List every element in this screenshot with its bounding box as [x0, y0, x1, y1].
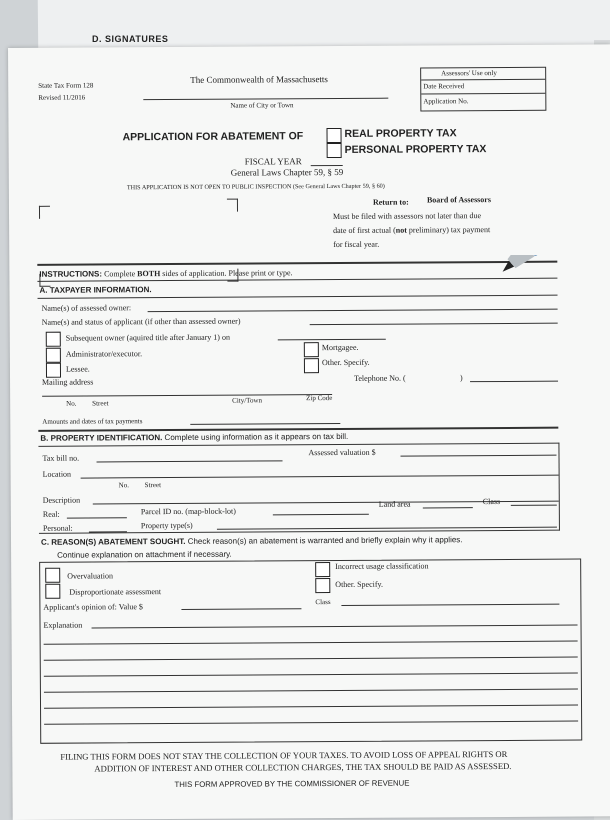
real-property-checkbox[interactable] [326, 128, 341, 143]
window-corner-tr [227, 199, 238, 212]
real-property-label: REAL PROPERTY TAX [344, 127, 457, 140]
incorrect-usage-label: Incorrect usage classification [335, 561, 429, 572]
section-a-title: A. TAXPAYER INFORMATION. [39, 285, 152, 295]
commonwealth-heading: The Commonwealth of Massachusetts [190, 74, 328, 85]
subsequent-date-field[interactable] [278, 339, 386, 341]
footer-line1: FILING THIS FORM DOES NOT STAY THE COLLECTION OF YOUR TAXES. TO AVOID LOSS OF APPEAL RIGHTS OR [60, 748, 508, 762]
form-revised: Revised 11/2016 [38, 93, 86, 102]
deadline-line3: for fiscal year. [333, 239, 380, 250]
location-label: Location [42, 469, 72, 479]
personal-property-checkbox[interactable] [327, 143, 342, 158]
fiscal-year-label: FISCAL YEAR [244, 156, 302, 167]
application-no-field[interactable]: Application No. [423, 97, 469, 106]
opinion-class-label: Class [315, 598, 331, 607]
continue-note: Continue explanation on attachment if necessary. [57, 549, 232, 560]
city-line[interactable] [143, 98, 388, 100]
assessors-use-label: Assessors' Use only [441, 69, 497, 78]
disproportionate-checkbox[interactable] [45, 584, 60, 599]
form-title: APPLICATION FOR ABATEMENT OF [122, 130, 304, 144]
instructions: INSTRUCTIONS: Complete BOTH sides of application. Please print or type. [39, 268, 293, 279]
back-page-title: D. SIGNATURES [92, 34, 169, 44]
personal-property-label: PERSONAL PROPERTY TAX [344, 143, 487, 156]
administrator-checkbox[interactable] [46, 348, 61, 363]
other-status-label: Other. Specify. [321, 357, 370, 368]
location-no-label: No. [118, 481, 130, 490]
deadline-line1: Must be filed with assessors not later than due [333, 211, 482, 222]
deadline-line2: date of first actual (not preliminary) tax payment [333, 225, 491, 236]
other-status-checkbox[interactable] [304, 358, 319, 373]
addr-zip-label: Zip Code [306, 394, 333, 403]
pen-icon [500, 255, 610, 415]
lessee-label: Lessee. [65, 364, 90, 374]
form-sheet [8, 44, 610, 820]
administrator-label: Administrator/executor. [65, 349, 143, 359]
city-label: Name of City or Town [230, 101, 294, 110]
applicant-label: Name(s) and status of applicant (if other than assessed owner) [41, 316, 241, 327]
assessed-valuation-label: Assessed valuation $ [308, 447, 376, 458]
telephone-label: Telephone No. ( [353, 373, 406, 383]
addr-street-label: Street [92, 399, 109, 408]
other-reason-label: Other. Specify. [335, 579, 384, 590]
overvaluation-label: Overvaluation [67, 571, 114, 581]
assessed-owner-label: Name(s) of assessed owner: [41, 303, 132, 313]
mailing-address-label: Mailing address [42, 377, 94, 387]
section-c-title: C. REASON(S) ABATEMENT SOUGHT. Check reason(s) an abatement is warranted and briefly explain why it applies. [40, 535, 463, 547]
subsequent-owner-checkbox[interactable] [46, 332, 61, 347]
footer-line2: ADDITION OF INTEREST AND OTHER COLLECTION CHARGES, THE TAX SHOULD BE PAID AS ASSESSED. [94, 760, 512, 774]
mortgagee-checkbox[interactable] [304, 342, 319, 357]
description-label: Description [42, 495, 81, 505]
personal-label: Personal: [42, 523, 73, 533]
subsequent-owner-label: Subsequent owner (aquired title after January 1) on [65, 332, 230, 343]
amounts-label: Amounts and dates of tax payments [42, 417, 143, 426]
class-label: Class [482, 497, 501, 507]
other-reason-checkbox[interactable] [315, 578, 330, 593]
general-laws: General Laws Chapter 59, § 59 [230, 166, 344, 178]
incorrect-usage-checkbox[interactable] [315, 562, 330, 577]
real-label: Real: [42, 509, 60, 519]
section-b-box [38, 443, 560, 534]
section-b-title: B. PROPERTY IDENTIFICATION. Complete using information as it appears on tax bill. [40, 431, 349, 443]
section-c-box [39, 559, 582, 744]
assessors-use-box [420, 67, 546, 112]
form-id: State Tax Form 128 [38, 81, 94, 90]
addr-city-label: City/Town [232, 396, 263, 405]
fiscal-year-field[interactable] [311, 165, 343, 166]
overvaluation-checkbox[interactable] [45, 568, 60, 583]
addr-no-label: No. [66, 399, 77, 408]
approved-line: THIS FORM APPROVED BY THE COMMISSIONER OF REVENUE [174, 778, 410, 789]
parcel-id-label: Parcel ID no. (map-block-lot) [140, 506, 236, 517]
return-to-label: Return to: [372, 197, 409, 207]
date-received-field[interactable]: Date Received [423, 82, 465, 91]
board-of-assessors: Board of Assessors [426, 195, 491, 205]
mortgagee-label: Mortgagee. [321, 342, 359, 353]
land-area-label: Land area [378, 499, 411, 509]
window-corner-tl [39, 206, 50, 219]
mailing-address-field[interactable] [42, 394, 332, 397]
disproportionate-label: Disproportionate assessment [69, 587, 162, 597]
telephone-close: ) [459, 373, 463, 383]
property-type-label: Property type(s) [140, 520, 193, 531]
explanation-label: Explanation [43, 620, 83, 630]
assessed-owner-field[interactable] [148, 309, 558, 313]
location-street-label: Street [144, 481, 162, 490]
not-open-notice: THIS APPLICATION IS NOT OPEN TO PUBLIC INSPECTION (See General Laws Chapter 59, § 60) [126, 182, 385, 192]
tax-bill-label: Tax bill no. [42, 453, 80, 463]
amounts-field[interactable] [190, 423, 340, 425]
opinion-label: Applicant's opinion of: Value $ [43, 602, 143, 612]
lessee-checkbox[interactable] [46, 363, 61, 378]
